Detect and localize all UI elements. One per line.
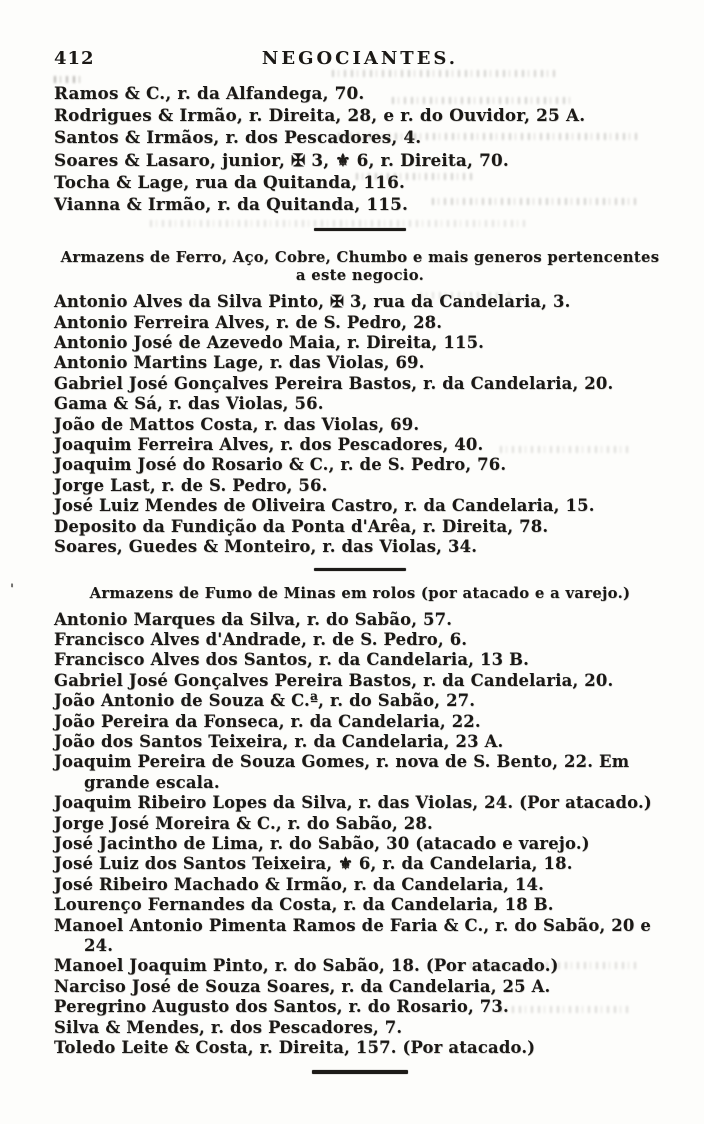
directory-entry: Narciso José de Souza Soares, r. da Candelaria, 25 A.	[54, 976, 551, 996]
directory-entry: João de Mattos Costa, r. das Violas, 69.	[54, 414, 420, 434]
section-heading-line2: a este negocio.	[295, 267, 425, 285]
directory-entry: Antonio Marques da Silva, r. do Sabão, 57.	[54, 609, 453, 629]
directory-entry: Ramos & C., r. da Alfandega, 70.	[54, 83, 365, 103]
stray-mark-artifact: '	[10, 581, 15, 597]
directory-entry: Joaquim José do Rosario & C., r. de S. Pedro, 76.	[54, 455, 507, 475]
directory-entry: Antonio Alves da Silva Pinto, ✠ 3, rua da Candelaria, 3.	[54, 292, 571, 312]
directory-entry: Peregrino Augusto dos Santos, r. do Rosario, 73.	[54, 997, 509, 1017]
directory-entry: Silva & Mendes, r. dos Pescadores, 7.	[54, 1017, 403, 1037]
directory-entry: Deposito da Fundição da Ponta d'Arêa, r. Direita, 78.	[54, 516, 549, 536]
directory-entry: Lourenço Fernandes da Costa, r. da Candelaria, 18 B.	[54, 895, 554, 915]
masthead	[54, 48, 666, 72]
section-heading-line1: Armazens de Fumo de Minas em rolos (por atacado e a varejo.)	[89, 584, 631, 602]
section-heading	[10, 581, 666, 603]
end-divider	[312, 1070, 408, 1074]
directory-entry: Tocha & Lage, rua da Quitanda, 116.	[54, 171, 406, 192]
directory-entry: Santos & Irmãos, r. dos Pescadores, 4.	[54, 127, 422, 148]
directory-entry: Gama & Sá, r. das Violas, 56.	[54, 394, 324, 414]
page-number: 412	[54, 48, 95, 69]
directory-entry: José Luiz dos Santos Teixeira, ⚜ 6, r. da Candelaria, 18.	[54, 854, 573, 874]
directory-entry: Manoel Joaquim Pinto, r. do Sabão, 18. (Por atacado.)	[54, 956, 559, 976]
directory-entry: Joaquim Pereira de Souza Gomes, r. nova de S. Bento, 22. Em grande escala.	[54, 752, 630, 792]
directory-entry: Jorge José Moreira & C., r. do Sabão, 28.	[54, 813, 433, 833]
directory-entry: Vianna & Irmão, r. da Quitanda, 115.	[54, 194, 409, 215]
directory-entry: Francisco Alves dos Santos, r. da Candelaria, 13 B.	[54, 650, 530, 670]
directory-entry: Antonio José de Azevedo Maia, r. Direita, 115.	[54, 333, 485, 353]
directory-entry: Francisco Alves d'Andrade, r. de S. Pedro, 6.	[54, 629, 468, 649]
directory-entry: José Jacintho de Lima, r. do Sabão, 30 (atacado e varejo.)	[54, 833, 590, 853]
directory-entry: Soares, Guedes & Monteiro, r. das Violas, 34.	[54, 537, 478, 557]
directory-entry: Joaquim Ribeiro Lopes da Silva, r. das Violas, 24. (Por atacado.)	[54, 793, 652, 813]
directory-entry: José Ribeiro Machado & Irmão, r. da Candelaria, 14.	[54, 874, 545, 894]
section-armazens-ferro	[54, 249, 666, 557]
directory-entry: José Luiz Mendes de Oliveira Castro, r. da Candelaria, 15.	[54, 496, 595, 516]
section-merchants	[54, 82, 666, 215]
section-heading-line1: Armazens de Ferro, Aço, Cobre, Chumbo e mais generos pertencentes	[60, 249, 660, 267]
section-armazens-fumo	[10, 581, 666, 1059]
directory-entry: Jorge Last, r. de S. Pedro, 56.	[54, 475, 328, 495]
directory-entry: Antonio Ferreira Alves, r. de S. Pedro, 28.	[54, 312, 443, 332]
directory-entry: Manoel Antonio Pimenta Ramos de Faria & C., r. do Sabão, 20 e 24.	[54, 915, 652, 955]
directory-entry: Joaquim Ferreira Alves, r. dos Pescadores, 40.	[54, 435, 484, 455]
directory-entry: João Pereira da Fonseca, r. da Candelaria, 22.	[54, 711, 481, 731]
directory-entry: Rodrigues & Irmão, r. Direita, 28, e r. do Ouvidor, 25 A.	[54, 105, 586, 126]
directory-entry: Antonio Martins Lage, r. das Violas, 69.	[54, 353, 425, 373]
directory-entry: Soares & Lasaro, junior, ✠ 3, ⚜ 6, r. Direita, 70.	[54, 149, 509, 170]
directory-entry: Gabriel José Gonçalves Pereira Bastos, r. da Candelaria, 20.	[54, 670, 614, 690]
directory-entry: João dos Santos Teixeira, r. da Candelaria, 23 A.	[54, 731, 504, 751]
entry-list	[54, 292, 666, 557]
section-divider	[314, 568, 406, 571]
entry-list	[54, 82, 666, 215]
directory-entry: Gabriel José Gonçalves Pereira Bastos, r. da Candelaria, 20.	[54, 373, 614, 393]
running-title: NEGOCIANTES.	[261, 48, 459, 69]
section-heading	[54, 249, 666, 285]
section-divider	[314, 228, 406, 231]
directory-entry: Toledo Leite & Costa, r. Direita, 157. (Por atacado.)	[54, 1038, 536, 1058]
directory-entry: João Antonio de Souza & C.ª, r. do Sabão, 27.	[54, 691, 476, 711]
entry-list	[54, 610, 666, 1059]
